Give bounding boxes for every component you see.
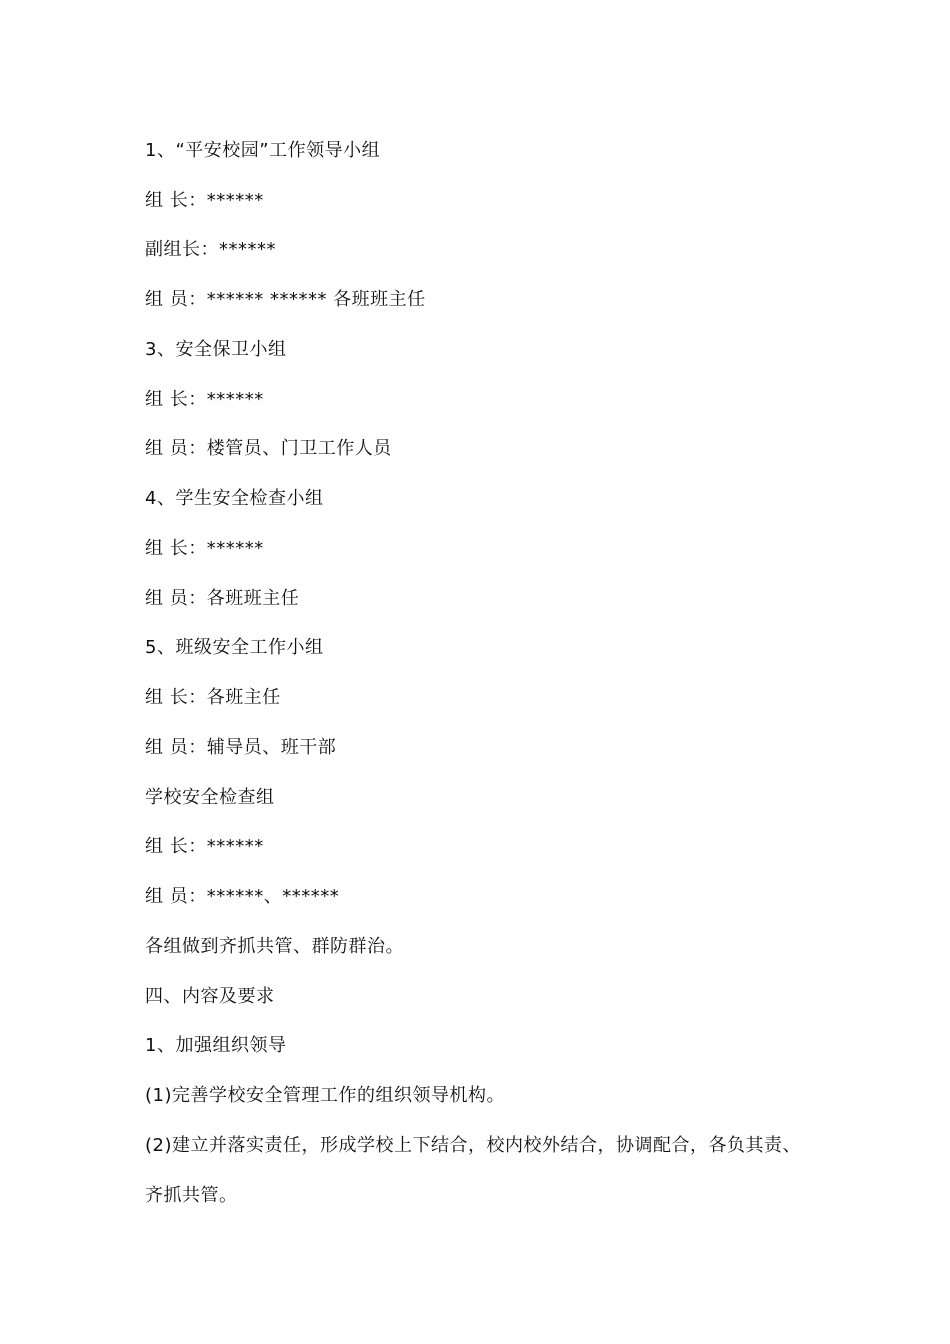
- group-members-line: 组 员：各班班主任: [145, 588, 300, 609]
- section-heading-content-requirements: 四、内容及要求: [145, 986, 275, 1007]
- list-item-continuation: 齐抓共管。: [145, 1185, 238, 1206]
- heading-student-safety-inspection-group: 4、学生安全检查小组: [145, 488, 324, 509]
- heading-school-safety-inspection-group: 学校安全检查组: [145, 787, 275, 808]
- heading-class-safety-group: 5、班级安全工作小组: [145, 637, 324, 658]
- list-item: (2)建立并落实责任，形成学校上下结合，校内校外结合，协调配合，各负其责、: [145, 1135, 801, 1156]
- deputy-leader-line: 副组长：******: [145, 239, 276, 260]
- group-leader-line: 组 长：******: [145, 538, 264, 559]
- group-leader-line: 组 长：各班主任: [145, 687, 281, 708]
- list-item: (1)完善学校安全管理工作的组织领导机构。: [145, 1085, 505, 1106]
- group-leader-line: 组 长：******: [145, 190, 264, 211]
- group-leader-line: 组 长：******: [145, 389, 264, 410]
- paragraph-text: 各组做到齐抓共管、群防群治。: [145, 936, 404, 957]
- heading-security-group: 3、安全保卫小组: [145, 339, 287, 360]
- heading-safe-campus-leadership-group: 1、“平安校园”工作领导小组: [145, 140, 381, 161]
- group-members-line: 组 员：******、******: [145, 886, 340, 907]
- group-members-line: 组 员：****** ****** 各班班主任: [145, 289, 426, 310]
- group-members-line: 组 员：辅导员、班干部: [145, 737, 337, 758]
- subsection-heading-strengthen-leadership: 1、加强组织领导: [145, 1035, 287, 1056]
- group-members-line: 组 员：楼管员、门卫工作人员: [145, 438, 392, 459]
- group-leader-line: 组 长：******: [145, 836, 264, 857]
